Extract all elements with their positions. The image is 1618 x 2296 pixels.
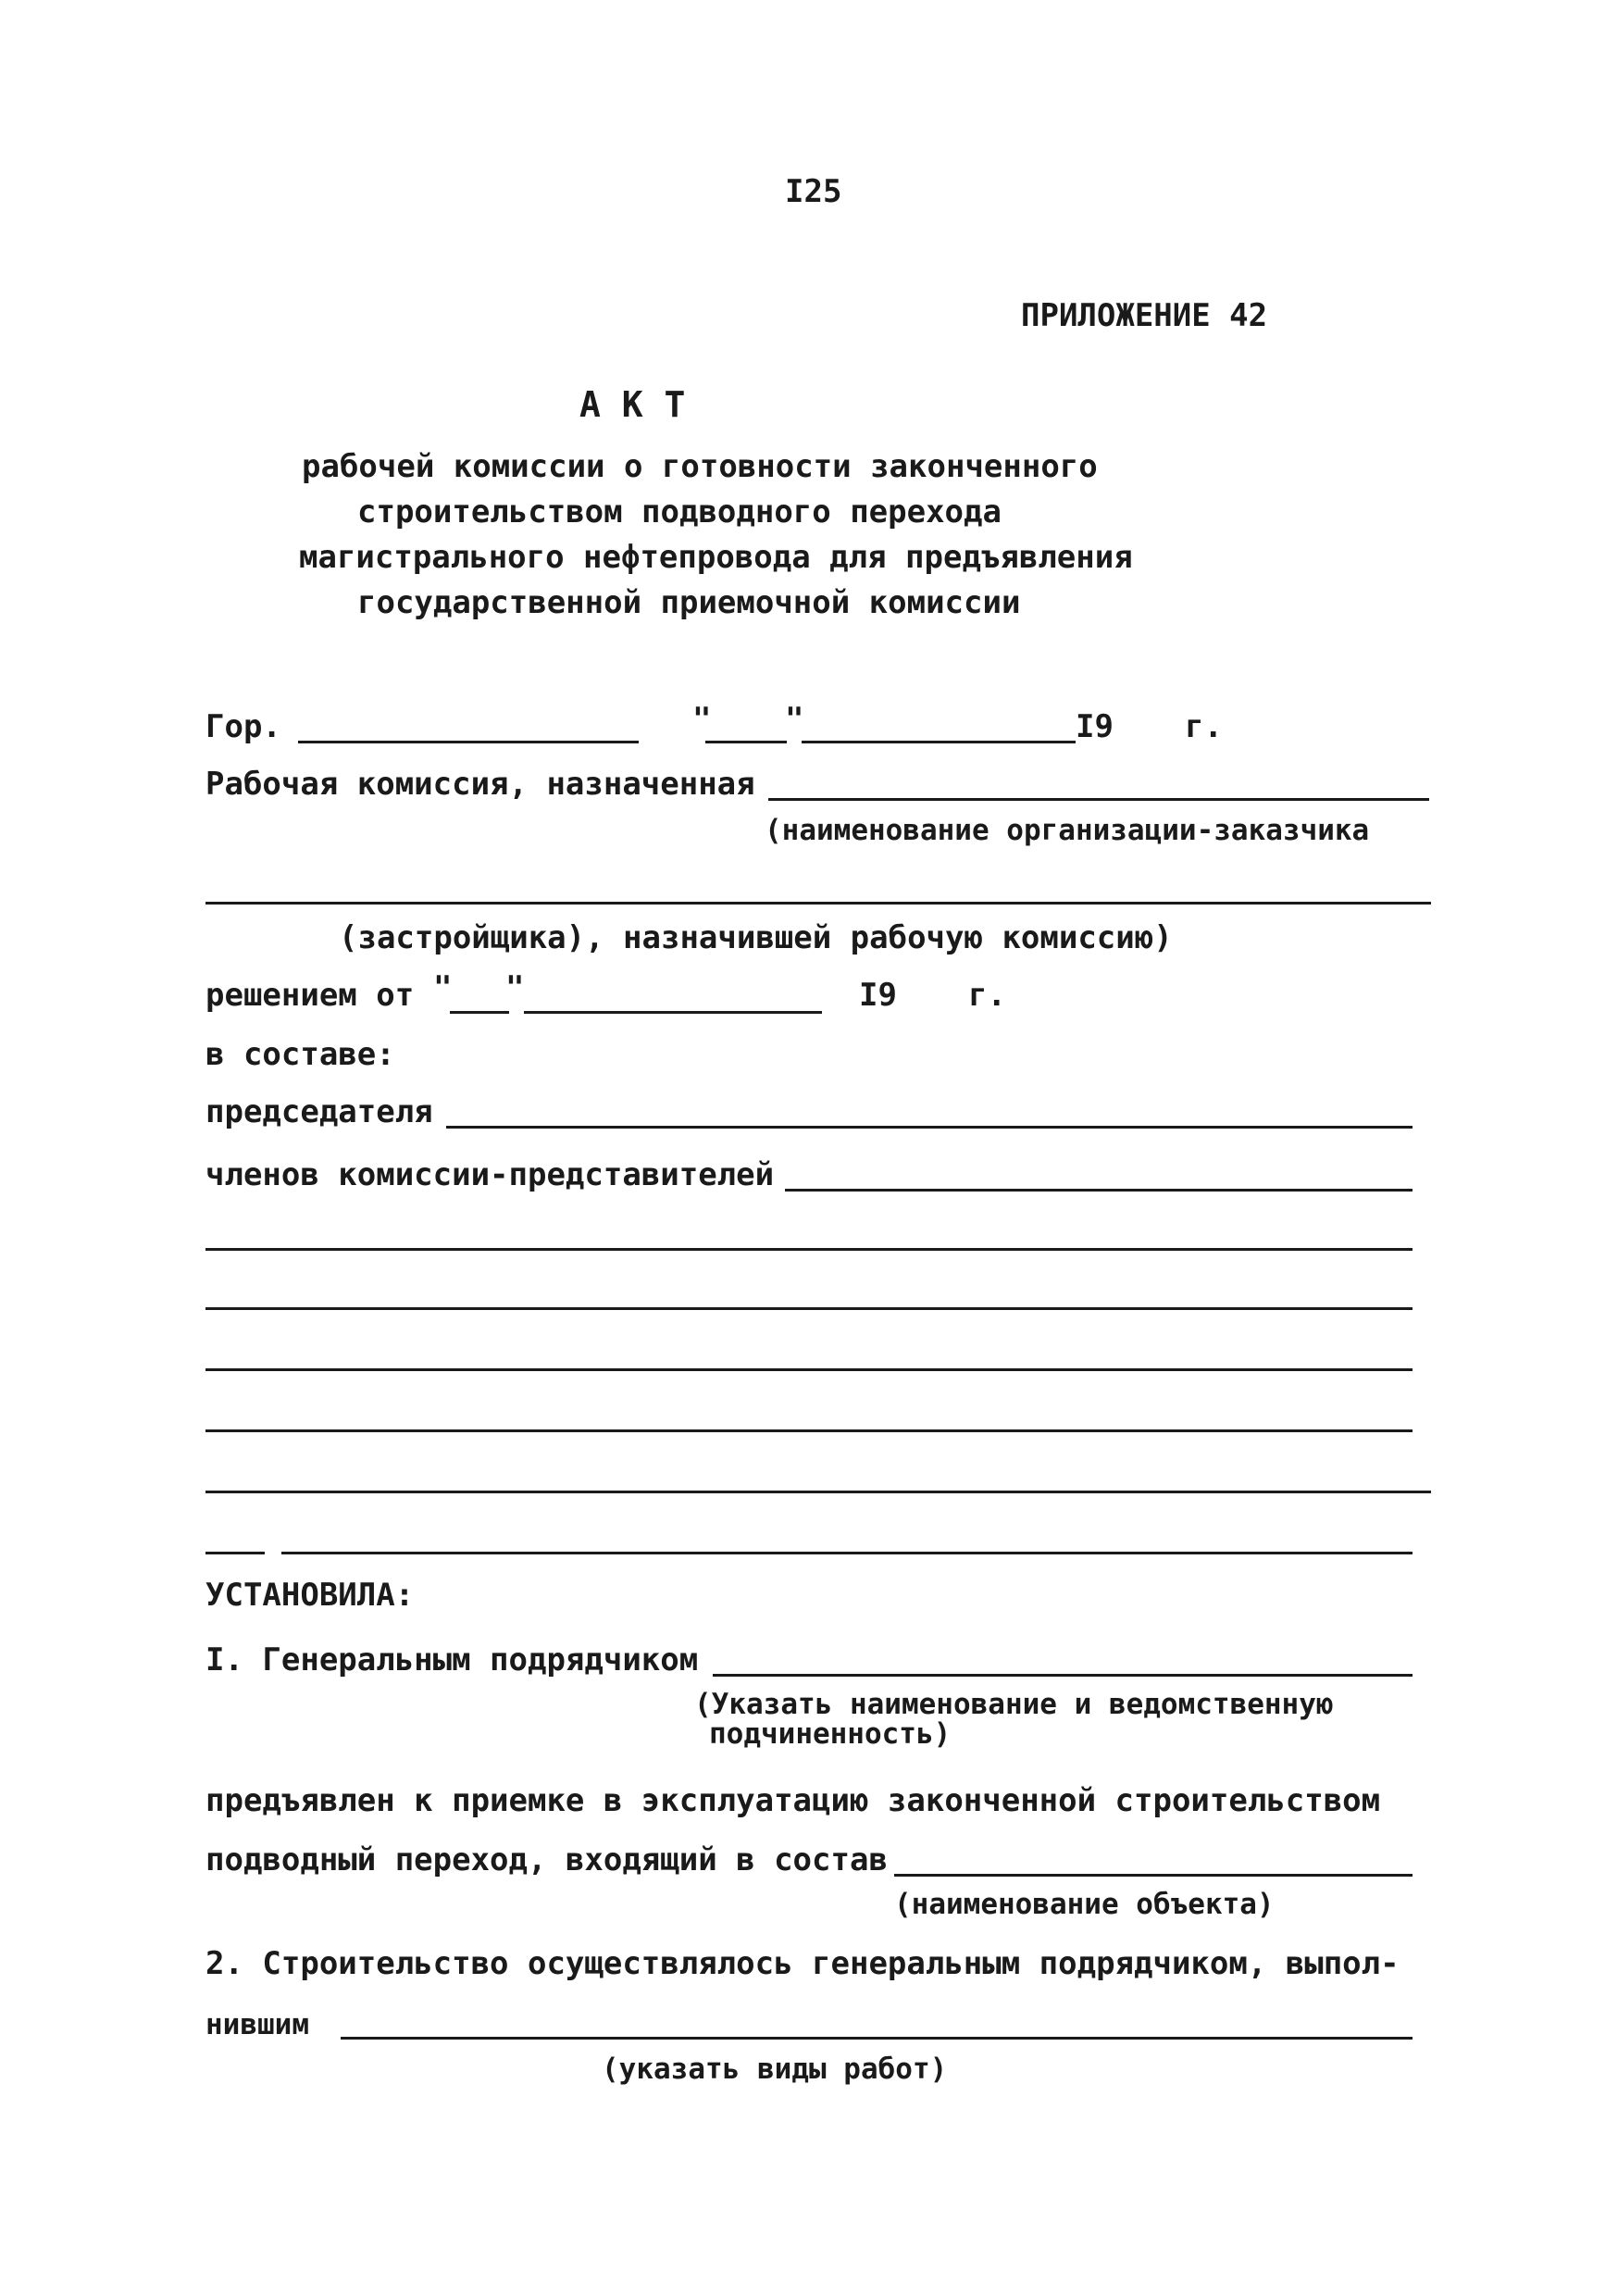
decision-day-field[interactable]	[450, 1011, 509, 1014]
chairman-field[interactable]	[446, 1126, 1413, 1129]
page-number: I25	[785, 173, 842, 210]
members-label: членов комиссии-представителей	[205, 1156, 775, 1193]
presented-line: предъявлен к приемке в эксплуатацию законченной строительством	[205, 1782, 1381, 1819]
composition-label: в составе:	[205, 1036, 395, 1073]
decision-month-field[interactable]	[524, 1011, 822, 1014]
date-month-field[interactable]	[802, 741, 1076, 743]
members-line-2[interactable]	[205, 1307, 1413, 1310]
commission-label: Рабочая комиссия, назначенная	[205, 766, 755, 803]
decision-year-prefix: I9	[859, 977, 897, 1014]
date-year-suffix: г.	[1185, 708, 1223, 745]
item2-hint: (указать виды работ)	[602, 2053, 948, 2086]
object-field[interactable]	[894, 1874, 1413, 1877]
subtitle-line-2: строительством подводного перехода	[357, 493, 1002, 530]
commission-hint-1: (наименование организации-заказчика	[765, 814, 1370, 847]
subtitle-line-1: рабочей комиссии о готовности законченного	[302, 448, 1098, 485]
item2-line-2: нившим	[205, 2008, 309, 2041]
decision-quote-open: "	[433, 969, 453, 1006]
date-day-field[interactable]	[705, 741, 787, 743]
commission-hint-2: (застройщика), назначившей рабочую комиссию)	[339, 919, 1173, 956]
members-line-4[interactable]	[205, 1429, 1413, 1432]
chairman-label: председателя	[205, 1093, 433, 1130]
appendix-label: ПРИЛОЖЕНИЕ 42	[1021, 297, 1268, 334]
crossing-line: подводный переход, входящий в состав	[205, 1841, 888, 1878]
commission-org-field[interactable]	[768, 798, 1429, 801]
date-quote-open: "	[692, 701, 712, 738]
subtitle-line-3: магистрального нефтепровода для предъявления	[299, 539, 1133, 576]
decision-quote-close: "	[505, 969, 525, 1006]
item1-hint-1: (Указать наименование и ведомственную	[694, 1688, 1334, 1721]
object-hint: (наименование объекта)	[894, 1888, 1275, 1921]
date-year-prefix: I9	[1076, 708, 1114, 745]
members-line-6a[interactable]	[205, 1552, 265, 1554]
members-line-1[interactable]	[205, 1248, 1413, 1251]
decision-year-suffix: г.	[968, 977, 1006, 1014]
general-contractor-field[interactable]	[713, 1674, 1413, 1677]
item2-line-1: 2. Строительство осуществлялось генеральным подрядчиком, выпол-	[205, 1945, 1400, 1982]
city-label: Гор.	[205, 708, 281, 745]
commission-org-field-2[interactable]	[205, 902, 1431, 905]
item1-label: I. Генеральным подрядчиком	[205, 1641, 699, 1678]
members-line-3[interactable]	[205, 1368, 1413, 1371]
city-field[interactable]	[298, 741, 639, 743]
members-line-5[interactable]	[205, 1491, 1431, 1493]
members-field[interactable]	[785, 1189, 1413, 1192]
item1-hint-2: подчиненность)	[709, 1717, 952, 1751]
members-line-6b[interactable]	[281, 1552, 1413, 1554]
decision-label: решением от	[205, 977, 415, 1014]
subtitle-line-4: государственной приемочной комиссии	[357, 584, 1021, 621]
established-label: УСТАНОВИЛА:	[205, 1577, 415, 1614]
work-types-field[interactable]	[341, 2037, 1413, 2040]
document-title: А К Т	[579, 384, 686, 425]
date-quote-close: "	[785, 701, 804, 738]
